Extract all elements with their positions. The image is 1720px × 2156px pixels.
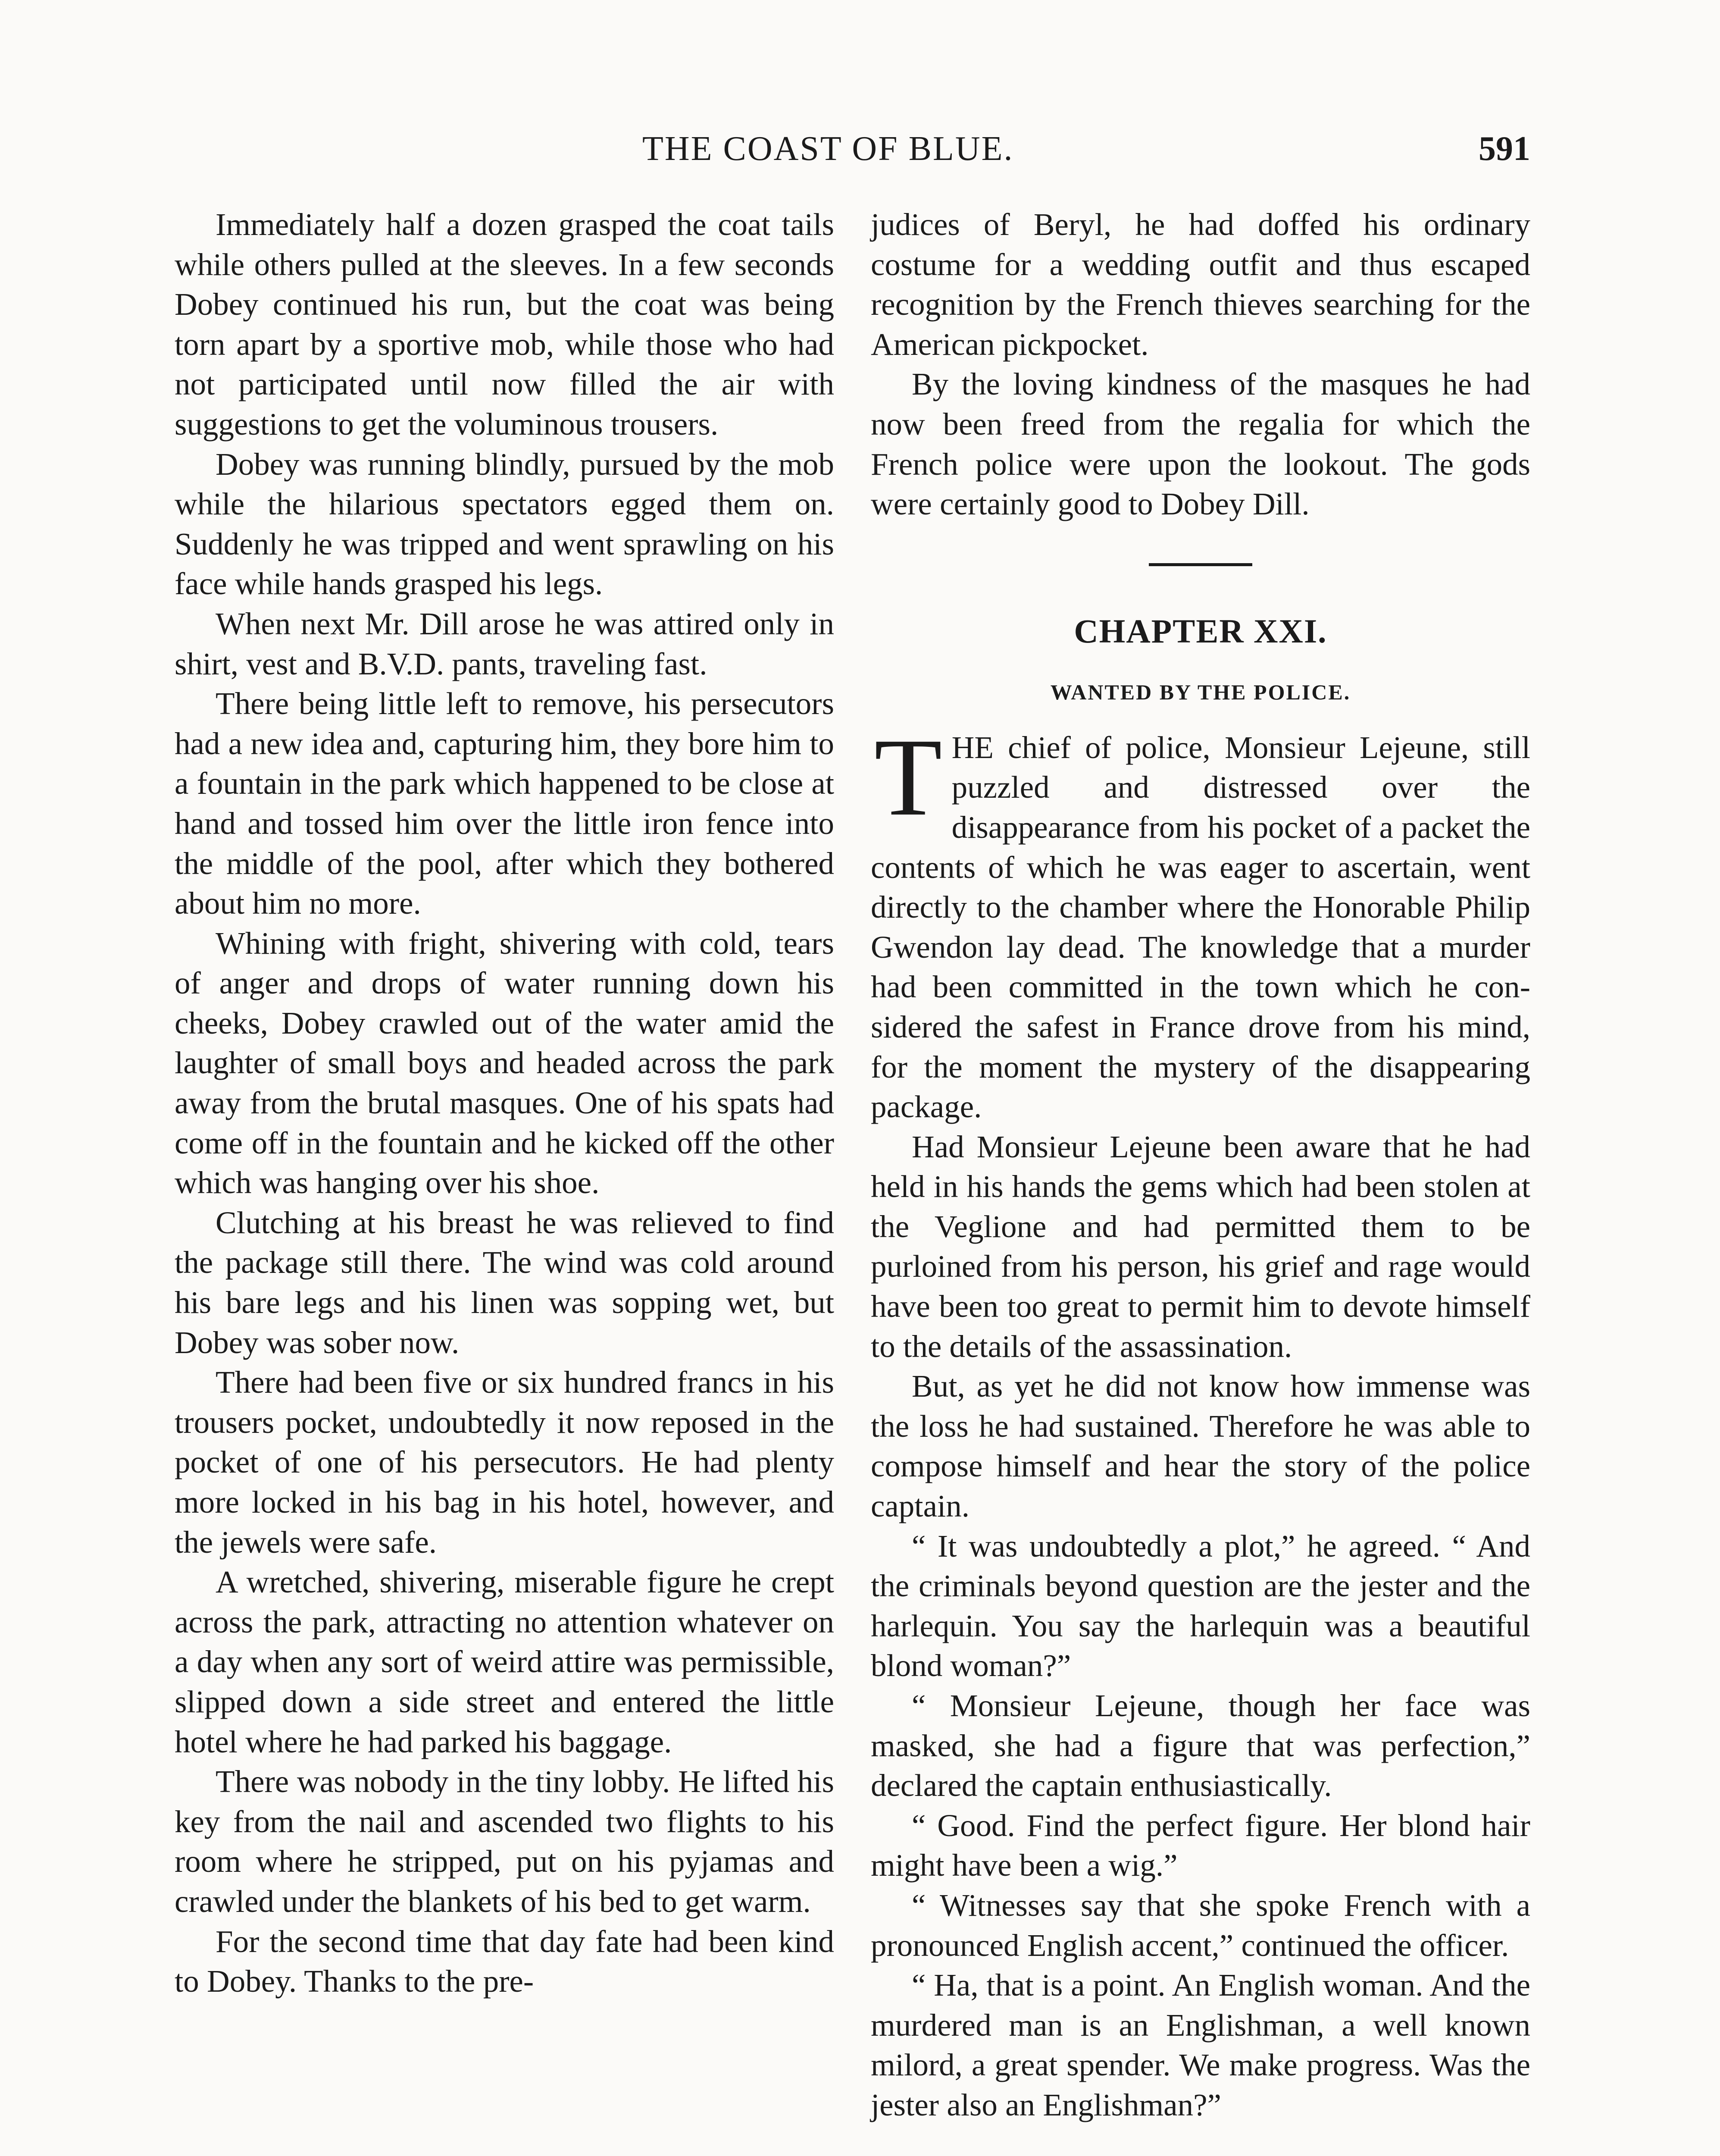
paragraph: “ Good. Find the perfect figure. Her blond hair might have been a wig.” <box>871 1808 1530 1883</box>
paragraph: There had been five or six hundred francs in his trousers pocket, undoubtedly it now reposed in the pocket of one of his persecutors. He had plenty more locked in his bag in his hotel, however, and the jewels were safe. <box>175 1365 834 1560</box>
paragraph-continued: judices of Beryl, he had doffed his ordinary costume for a wedding outfit and thus escaped recognition by the French thieves searching for the American pickpocket. <box>871 207 1530 362</box>
paragraph: “ It was undoubtedly a plot,” he agreed. “ And the criminals beyond question are the jester and the harlequin. You say the harlequin was a beautiful blond woman?” <box>871 1528 1530 1683</box>
chapter-subtitle: WANTED BY THE POLICE. <box>1050 680 1351 704</box>
paragraph: When next Mr. Dill arose he was attired only in shirt, vest and B.V.D. pants, traveling fast. <box>175 606 834 681</box>
drop-cap: T <box>874 715 942 839</box>
left-column <box>175 205 834 2002</box>
paragraph: “ Monsieur Lejeune, though her face was masked, she had a figure that was perfection,” declared the captain enthusiastically. <box>871 1688 1530 1803</box>
section-divider <box>1149 563 1252 566</box>
running-head <box>172 129 1530 181</box>
paragraph: Clutching at his breast he was relieved to find the package still there. The wind was cold around his bare legs and his linen was sopping wet, but Dobey was sober now. <box>175 1205 834 1360</box>
paragraph: Immediately half a dozen grasped the coat tails while others pulled at the sleeves. In a few seconds Dobey continued his run, but the coat was being torn apart by a sportive mob, while those who had not participated until now filled the air with suggestions to get the voluminous trousers. <box>175 207 834 442</box>
paragraph: “ Witnesses say that she spoke French with a pronounced English accent,” continued the officer. <box>871 1887 1530 1963</box>
right-column <box>871 205 1530 2125</box>
running-title: THE COAST OF BLUE. <box>642 130 1014 168</box>
opening-paragraph-text: HE chief of police, Monsieur Lejeune, still puzzled and distressed over the disappearance from his pocket of a packet the contents of which he was eager to ascertain, went directly to the chamber where the Honorable Philip Gwendon lay dead. The knowledge that a murder had been committed in the town which he considered the safest in France drove from his mind, for the moment the mystery of the disappearing package. <box>871 730 1530 1125</box>
paragraph: A wretched, shivering, miserable figure he crept across the park, attracting no attention whatever on a day when any sort of weird attire was permissible, slipped down a side street and entered the little hotel where he had parked his baggage. <box>175 1564 834 1759</box>
paragraph: By the loving kindness of the masques he had now been freed from the regalia for which the French police were upon the lookout. The gods were certainly good to Dobey Dill. <box>871 367 1530 522</box>
paragraph: “ Ha, that is a point. An English woman. And the murdered man is an Englishman, a well known milord, a great spender. We make progress. Was the jester also an Englishman?” <box>871 1968 1530 2122</box>
paragraph: Dobey was running blindly, pursued by the mob while the hilarious spectators egged them on. Suddenly he was tripped and went sprawling on his face while hands grasped his legs. <box>175 446 834 602</box>
paragraph: There being little left to remove, his persecutors had a new idea and, capturing him, they bore him to a fountain in the park which happened to be close at hand and tossed him over the little iron fence into the middle of the pool, after which they bothered about him no more. <box>175 686 834 921</box>
paragraph: But, as yet he did not know how immense was the loss he had sustained. Therefore he was able to compose himself and hear the story of the police captain. <box>871 1369 1530 1524</box>
chapter-opening-paragraph <box>871 715 1530 1127</box>
page-number: 591 <box>1479 130 1530 168</box>
chapter-title: CHAPTER XXI. <box>1074 612 1327 650</box>
paragraph: There was nobody in the tiny lobby. He lifted his key from the nail and ascended two flights to his room where he stripped, put on his pyjamas and crawled under the blankets of his bed to get warm. <box>175 1764 834 1919</box>
paragraph: Whining with fright, shivering with cold, tears of anger and drops of water running down his cheeks, Dobey crawled out of the water amid the laughter of small boys and headed across the park away from the brutal masques. One of his spats had come off in the fountain and he kicked off the other which was hanging over his shoe. <box>175 925 834 1200</box>
paragraph: For the second time that day fate had been kind to Dobey. Thanks to the pre- <box>175 1924 834 1999</box>
paragraph: Had Monsieur Lejeune been aware that he had held in his hands the gems which had been stolen at the Veglione and had permitted them to be purloined from his person, his grief and rage would have been too great to permit him to devote himself to the details of the assassination. <box>871 1129 1530 1364</box>
